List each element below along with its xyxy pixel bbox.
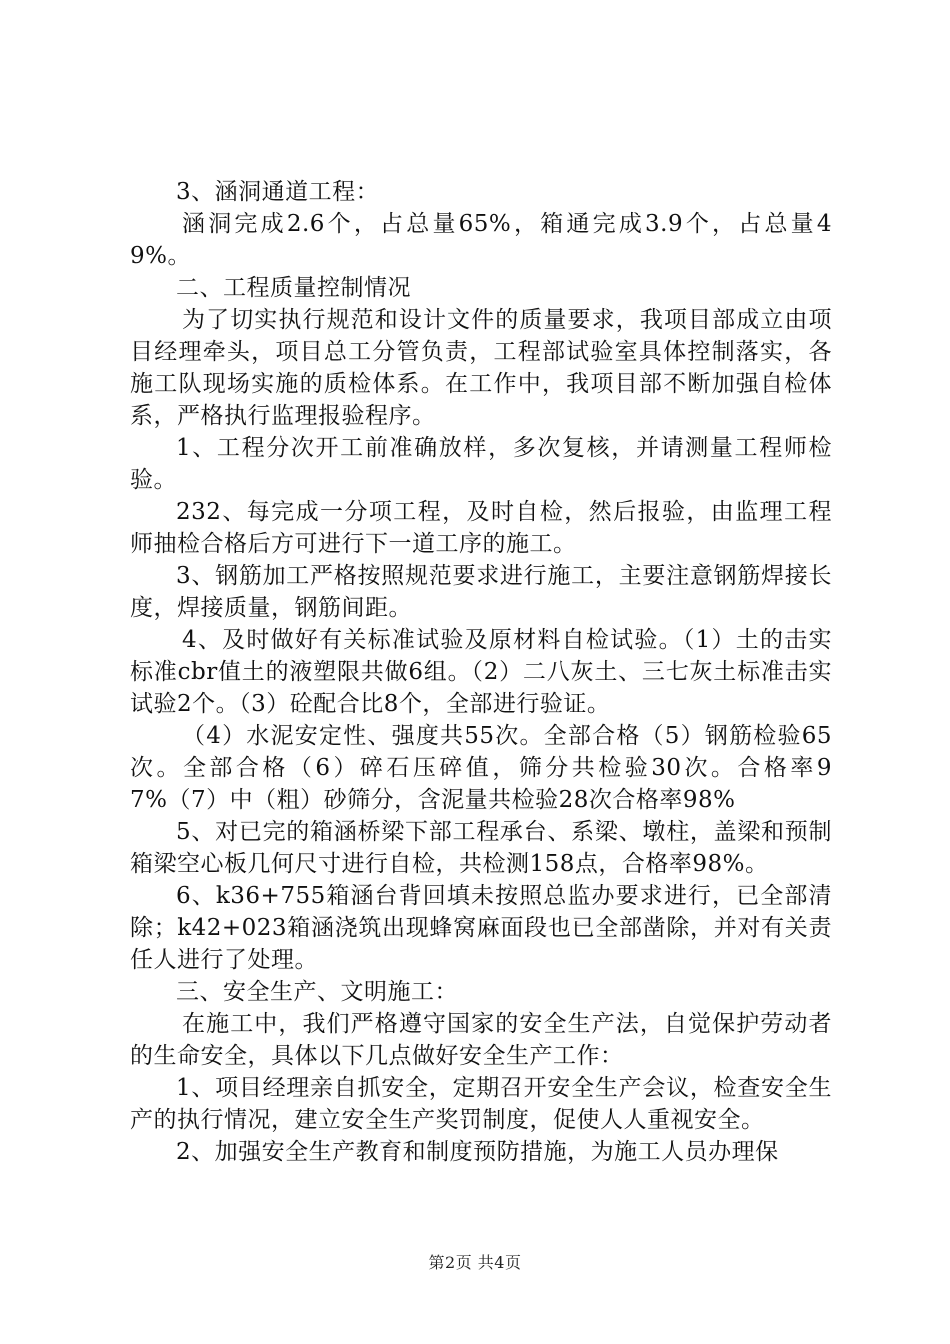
list-item-3-rebar: 3、钢筋加工严格按照规范要求进行施工，主要注意钢筋焊接长度，焊接质量，钢筋间距。	[130, 563, 832, 621]
section-heading-quality-control: 二、工程质量控制情况	[176, 275, 411, 301]
list-item-5-dimension-check: 5、对已完的箱涵桥梁下部工程承台、系梁、墩柱，盖梁和预制箱梁空心板几何尺寸进行自检，共检测158点，合格率98%。	[130, 819, 832, 877]
list-item-6-rectification: 6、k36+755箱涵台背回填未按照总监办要求进行，已全部清除；k42+023箱涵浇筑出现蜂窝麻面段也已全部凿除，并对有关责任人进行了处理。	[130, 883, 832, 973]
document-body	[130, 176, 832, 1168]
page-number-footer: 第2页 共4页	[428, 1253, 522, 1272]
section-heading-safety: 三、安全生产、文明施工：	[176, 979, 458, 1005]
paragraph-safety-intro: 在施工中，我们严格遵守国家的安全生产法，自觉保护劳动者的生命安全，具体以下几点做好安全生产工作：	[130, 1011, 832, 1069]
paragraph-quality-system: 为了切实执行规范和设计文件的质量要求，我项目部成立由项目经理牵头，项目总工分管负责，工程部试验室具体控制落实，各施工队现场实施的质检体系。在工作中，我项目部不断加强自检体系，严格执行监理报验程序。	[130, 307, 832, 429]
paragraph-culvert-progress: 涵洞完成2.6个，占总量65%，箱通完成3.9个，占总量49%。	[130, 211, 832, 269]
list-item-1-staking: 1、工程分次开工前准确放样，多次复核，并请测量工程师检验。	[130, 435, 832, 493]
paragraph-test-results: （4）水泥安定性、强度共55次。全部合格（5）钢筋检验65次。全部合格（6）碎石压碎值，筛分共检验30次。合格率97%（7）中（粗）砂筛分，含泥量共检验28次合格率98%	[130, 723, 832, 813]
list-item-2-self-check: 232、每完成一分项工程，及时自检，然后报验，由监理工程师抽检合格后方可进行下一道工序的施工。	[130, 499, 832, 557]
subsection-heading-culvert: 3、涵洞通道工程：	[176, 179, 380, 205]
list-item-4-standard-tests: 4、及时做好有关标准试验及原材料自检试验。（1）土的击实标准cbr值土的液塑限共做6组。（2）二八灰土、三七灰土标准击实试验2个。（3）砼配合比8个，全部进行验证。	[130, 627, 832, 717]
list-item-safety-1: 1、项目经理亲自抓安全，定期召开安全生产会议，检查安全生产的执行情况，建立安全生产奖罚制度，促使人人重视安全。	[130, 1075, 832, 1133]
list-item-safety-2: 2、加强安全生产教育和制度预防措施，为施工人员办理保	[176, 1139, 779, 1165]
